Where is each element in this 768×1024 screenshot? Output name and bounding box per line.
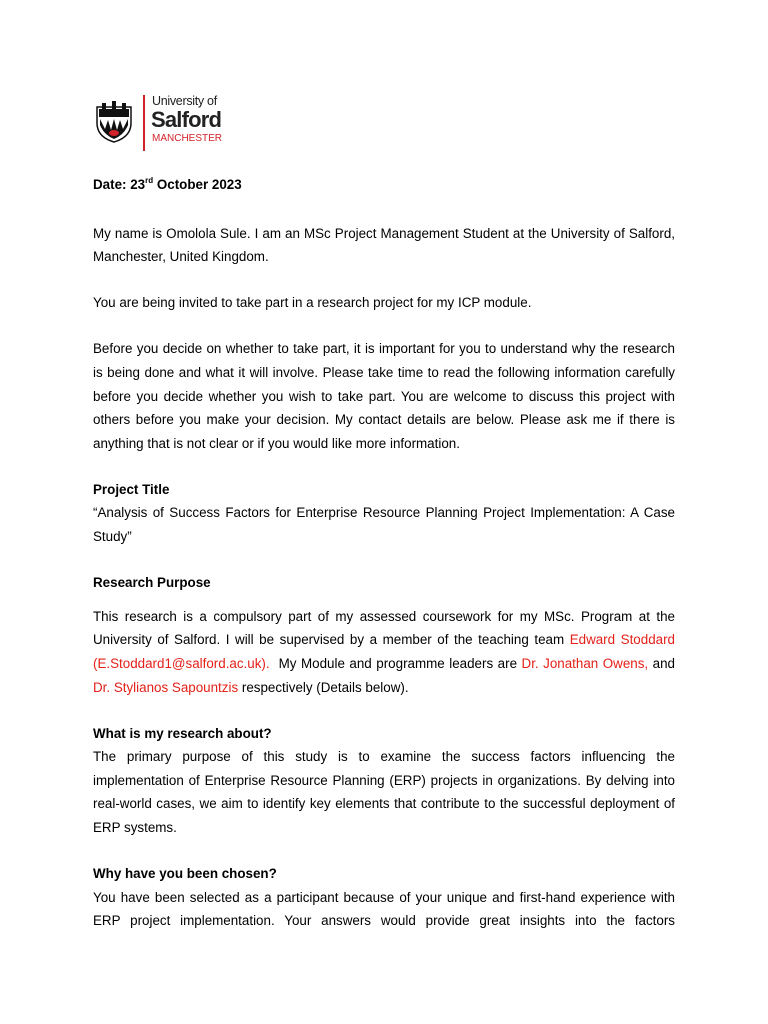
project-title-text: “Analysis of Success Factors for Enterprise Resource Planning Project Implementation: A Case Study” xyxy=(93,505,675,545)
date-sup: rd xyxy=(145,176,154,185)
research-purpose-paragraph xyxy=(93,605,675,699)
chosen-paragraph: You have been selected as a participant because of your unique and first-hand experience with ERP project implementation. Your answers would provide great insights into the factors xyxy=(93,889,675,929)
leader2-name: Dr. Stylianos Sapountzis xyxy=(93,679,239,695)
logo-line3: MANCHESTER xyxy=(152,133,223,144)
date-suffix: October 2023 xyxy=(153,177,242,192)
date-line xyxy=(93,173,675,197)
research-purpose-heading: Research Purpose xyxy=(93,575,211,591)
logo-line1: University of xyxy=(152,94,217,108)
crest-icon xyxy=(96,99,132,143)
before-paragraph: Before you decide on whether to take part, it is important for you to understand why the research is being done and what it will involve. Please take time to read the following information carefully before you decide whether you wish to take part. You are welcome to discuss this project with others before you make your decision. My contact details are below. Please ask me if there is anything that is not clear or if you would like more information. xyxy=(93,341,675,451)
logo-divider xyxy=(143,95,145,151)
university-logo xyxy=(96,93,226,153)
letter-body xyxy=(93,173,675,955)
leader1-name: Dr. Jonathan Owens, xyxy=(521,655,649,671)
invite-paragraph: You are being invited to take part in a research project for my ICP module. xyxy=(93,295,532,311)
text: This research is a compulsory part of my assessed coursework for my MSc. Program at the University of Salford. I will be supervised by a member of the teaching team xyxy=(93,608,675,648)
date-prefix: Date: 23 xyxy=(93,177,146,192)
text: respectively (Details below). xyxy=(238,679,409,695)
text: and xyxy=(648,655,676,671)
text: My Module and programme leaders are xyxy=(269,655,522,671)
supervisor-link[interactable]: Edward Stoddard (E.Stoddard1@salford.ac.uk). xyxy=(93,632,675,671)
about-paragraph: The primary purpose of this study is to examine the success factors influencing the implementation of Enterprise Resource Planning (ERP) projects in organizations. By delving into real-world cases, we aim to identify key elements that contribute to the successful deployment of ERP systems. xyxy=(93,749,675,835)
logo-line2: Salford xyxy=(151,107,222,132)
about-heading: What is my research about? xyxy=(93,725,272,741)
intro-paragraph: My name is Omolola Sule. I am an MSc Project Management Student at the University of Salford, Manchester, United Kingdom. xyxy=(93,225,675,265)
chosen-heading: Why have you been chosen? xyxy=(93,866,277,882)
project-title-heading: Project Title xyxy=(93,481,170,497)
